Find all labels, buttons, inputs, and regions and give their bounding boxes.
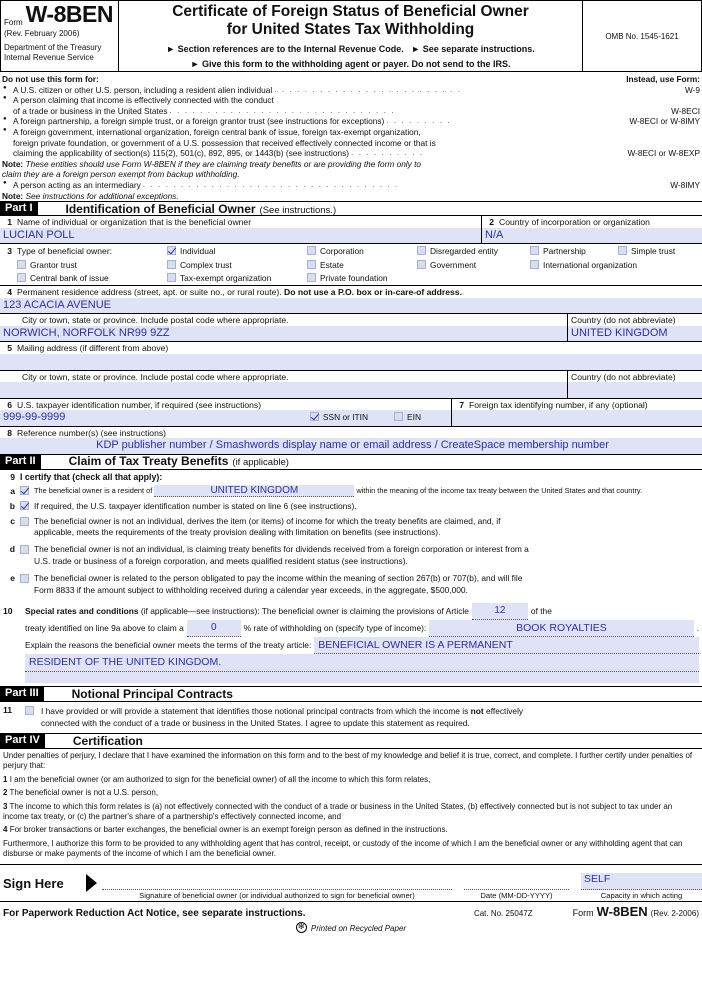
certification-intro [3, 751, 699, 772]
subtitle-text-1: Section references are to the Internal Revenue Code. [177, 43, 404, 54]
do-not-use-section [0, 72, 702, 201]
form-title-block [119, 1, 583, 71]
certification-item-text: The income to which this form relates is (a) not effectively connected with the conduct of a trade or business in the United States, (b) effectively connected but is not subject to tax under an income tax treaty, or (c) the partner's share of a partnership's effectively connected income, and [3, 801, 673, 821]
instead-use-form: W-8IMY [670, 180, 700, 191]
part-1-header [0, 201, 702, 216]
capacity-field-wrap [581, 873, 702, 900]
checkbox-ein[interactable] [394, 411, 421, 425]
checkbox-box-individual[interactable] [167, 246, 176, 255]
part-3-title: Notional Principal Contracts [71, 686, 233, 701]
checkbox-tax-exempt-organization[interactable] [167, 273, 307, 283]
line-6-tin-input[interactable]: 999-99-9999 [3, 410, 66, 423]
line-6-label-wrap [0, 399, 451, 410]
country-label: Country (do not abbreviate) [571, 315, 676, 326]
checkbox-complex-trust[interactable] [167, 260, 307, 270]
capacity-caption: Capacity in which acting [600, 891, 683, 901]
line-3-row-2 [0, 257, 702, 270]
date-caption: Date (MM-DD-YYYY) [480, 891, 553, 901]
department-line-1: Department of the Treasury [4, 43, 102, 52]
checkbox-box-corporation[interactable] [307, 246, 316, 255]
line-11-text-3: connected with the conduct of a trade or business in the United States. I agree to update this statement as required. [41, 717, 470, 728]
leader-dots: . . . . . . . . . . . . . . . . . . . . . . . . . [274, 84, 462, 94]
sign-here-arrow-icon [86, 865, 102, 901]
checkbox-box-private-foundation[interactable] [307, 273, 316, 282]
checkbox-box-complex-trust[interactable] [167, 260, 176, 269]
line-5-number: 5 [7, 343, 12, 354]
line-2-label: Country of incorporation or organization [499, 217, 650, 228]
line-9d-letter: d [9, 544, 15, 555]
certification-body [0, 749, 702, 865]
line-4-address-input[interactable]: 123 ACACIA AVENUE [0, 298, 702, 314]
checkbox-corporation[interactable] [307, 246, 417, 256]
do-not-use-item [2, 85, 700, 96]
recycle-icon [296, 922, 307, 933]
certification-item-number: 1 [3, 774, 8, 784]
part-2-body [0, 470, 702, 687]
line-10-number: 10 [3, 605, 13, 616]
line-9a-country-input[interactable]: UNITED KINGDOM [154, 485, 354, 497]
checkbox-label-tax-exempt-organization: Tax-exempt organization [180, 273, 272, 283]
part-4-title-wrap [45, 735, 143, 747]
checkbox-box-government[interactable] [417, 260, 426, 269]
part-2-title: Claim of Tax Treaty Benefits [68, 454, 229, 469]
line-2-country-input[interactable]: N/A [482, 228, 702, 244]
line-9a-text-before: The beneficial owner is a resident of [34, 486, 153, 496]
part-4-title: Certification [72, 733, 143, 748]
line-5-city-cell [0, 371, 568, 398]
line-3-number: 3 [7, 246, 12, 257]
form-title-line-2: for United States Tax Withholding [226, 20, 475, 38]
part-2-header [0, 455, 702, 470]
certification-item [3, 788, 699, 798]
line-5-address-input[interactable] [0, 354, 702, 370]
line-3-label: Type of beneficial owner: [17, 246, 113, 257]
line-3-row-1 [0, 244, 702, 256]
line-9e-text-1: The beneficial owner is related to the person obligated to pay the income within the meaning of section 267(b) or 707(b), and will file [34, 572, 523, 583]
line-10-rate-input[interactable]: 0 [187, 620, 241, 637]
checkbox-box-estate[interactable] [307, 260, 316, 269]
checkbox-label-central-bank-of-issue: Central bank of issue [30, 273, 109, 283]
line-5-city-country-row [0, 371, 702, 399]
checkbox-box-11[interactable] [25, 706, 34, 715]
line-11-text-bold: not [470, 705, 484, 716]
line-3-row [0, 244, 702, 286]
checkbox-box-central-bank-of-issue[interactable] [17, 273, 26, 282]
form-subtitle-line-2 [119, 58, 582, 71]
checkbox-government[interactable] [417, 260, 530, 270]
leader-dots: . . . . . . . . . . . . . . . . . . . . . . . . . . . . . . . . . . [142, 180, 399, 190]
certification-intro-1: Under penalties of perjury, I declare that I have examined the information on this form and to the best of my knowledge and belief it is true, correct, and complete. I [3, 750, 578, 760]
checkbox-individual[interactable] [167, 246, 307, 256]
checkbox-disregarded-entity[interactable] [417, 246, 530, 256]
checkbox-ssn-or-itin[interactable] [310, 411, 368, 425]
do-not-use-item-text: A foreign government, international organization, foreign central bank of issue, foreign tax-exempt organization, [13, 127, 421, 138]
note-label: Note: [2, 158, 24, 169]
subtitle-text-1b: See separate instructions. [422, 43, 535, 54]
line-10-row-3 [3, 637, 699, 654]
checkbox-box-9e[interactable] [20, 574, 29, 583]
line-11-number: 11 [3, 704, 13, 715]
line-3-row-3 [0, 270, 702, 283]
line-7-number: 7 [459, 399, 464, 410]
line-10-bold-label: Special rates and conditions [25, 606, 139, 617]
checkbox-label-corporation: Corporation [320, 246, 364, 257]
footer-form-word: Form [572, 908, 594, 919]
form-title-line-1: Certificate of Foreign Status of Beneficial Owner [172, 3, 529, 20]
arrow-right-icon: ► [166, 43, 176, 54]
line-10-text-1: (if applicable—see instructions): The beneficial owner is claiming the provisions of Article [140, 606, 469, 617]
checkbox-box-ssn-or-itin[interactable] [310, 412, 319, 421]
line-10-income-type-input[interactable]: BOOK ROYALTIES [429, 620, 693, 637]
checkbox-box-disregarded-entity[interactable] [417, 246, 426, 255]
checkbox-label-partnership: Partnership [543, 246, 586, 257]
checkbox-box-9d[interactable] [20, 545, 29, 554]
certification-item [3, 775, 699, 785]
part-2-badge: Part II [0, 455, 41, 469]
note-label: Note: [2, 190, 24, 201]
arrow-right-icon-3: ► [190, 58, 200, 69]
line-6-cell [0, 399, 452, 426]
checkbox-label-disregarded-entity: Disregarded entity [430, 246, 498, 257]
certification-item-number: 4 [3, 825, 8, 835]
checkbox-international-organization[interactable] [530, 260, 637, 270]
certification-item [3, 802, 699, 823]
signature-field-wrap [102, 873, 452, 900]
line-9e-row [3, 573, 699, 597]
line-2-label-wrap [482, 216, 702, 227]
line-5-row [0, 342, 702, 370]
checkbox-private-foundation[interactable] [307, 273, 417, 283]
do-not-use-item-text: ● A foreign partnership, a foreign simple trust, or a foreign grantor trust (see instructions for exceptions) [13, 116, 385, 127]
line-6-tin-row [0, 410, 451, 426]
line-9d-text-1: The beneficial owner is not an individual, is claiming treaty benefits for dividends received from a foreign corporation or interest from a [34, 544, 529, 555]
line-2-cell [482, 216, 702, 243]
form-number-title: W-8BEN [25, 1, 113, 27]
instead-use-form: W-8ECI [671, 105, 700, 116]
line-4-label: Permanent residence address (street, apt. or suite no., or rural route). [17, 287, 282, 298]
line-8-label: Reference number(s) (see instructions) [17, 427, 167, 438]
line-10-row-4 [3, 654, 699, 671]
form-revision-date: (Rev. February 2006) [4, 29, 80, 38]
do-not-use-item-text: ● A person acting as an intermediary [13, 180, 141, 191]
note-text-line-1: These entities should use Form W-8BEN if they are claiming treaty benefits or are providing the form only to [25, 158, 422, 169]
line-4-country-cell [568, 314, 702, 341]
checkbox-partnership[interactable] [530, 246, 618, 256]
line-4-country-input[interactable]: UNITED KINGDOM [568, 326, 702, 342]
checkbox-simple-trust[interactable] [618, 246, 675, 256]
checkbox-box-9b[interactable] [20, 501, 29, 510]
do-not-use-item-cont [2, 138, 700, 149]
do-not-use-item-text: A person claiming that income is effectively connected with the conduct [13, 95, 274, 106]
line-9c-text-2: applicable, meets the requirements of the treaty provision dealing with limitation on benefits (see instructions). [34, 527, 441, 538]
capacity-input[interactable]: SELF [581, 873, 702, 890]
certification-item-number: 2 [3, 788, 8, 798]
part-4-badge: Part IV [0, 734, 45, 748]
line-10-row-2 [3, 620, 699, 637]
paperwork-notice: For Paperwork Reduction Act Notice, see separate instructions. [3, 908, 306, 920]
line-9e-text-2: Form 8833 if the amount subject to withholding received during a calendar year exceeds, in the aggregate, $500,000. [34, 584, 468, 595]
checkbox-label-private-foundation: Private foundation [320, 273, 388, 283]
footer-revision: (Rev. 2-2006) [650, 909, 699, 919]
do-not-use-heading: Do not use this form for: [2, 74, 99, 84]
line-11-text-1: I have provided or will provide a statement that identifies those notional principal contracts from which the income is [41, 705, 469, 716]
do-not-use-item [2, 127, 700, 138]
line-9c-row [3, 516, 699, 540]
leader-dots: . . . . . . . . . [386, 116, 452, 126]
part-1-title-wrap [38, 203, 337, 216]
line-7-label-wrap [452, 399, 702, 410]
form-footer [0, 902, 702, 919]
line-9d-text-2: U.S. trade or business of a foreign corporation, and meets qualified resident status (see instructions). [34, 555, 408, 566]
part-1-title: Identification of Beneficial Owner [65, 201, 256, 216]
form-header [0, 0, 702, 72]
line-9-number: 9 [10, 471, 15, 482]
line-10-block [3, 603, 699, 682]
signature-block [0, 864, 702, 902]
line-5-country-input[interactable] [568, 382, 702, 398]
do-not-use-item-text: ● A U.S. citizen or other U.S. person, including a resident alien individual [13, 84, 273, 95]
checkbox-label-international-organization: International organization [543, 259, 638, 270]
certification-item-number: 3 [3, 801, 8, 811]
checkbox-box-partnership[interactable] [530, 246, 539, 255]
signature-input[interactable] [102, 873, 452, 890]
checkbox-box-ein[interactable] [394, 412, 403, 421]
checkbox-label-ein: EIN [407, 411, 421, 422]
form-subtitle-line-1 [119, 43, 582, 56]
signature-fields [102, 865, 702, 901]
part-3-badge: Part III [0, 687, 44, 701]
do-not-use-note-2 [2, 191, 700, 202]
country-label: Country (do not abbreviate) [571, 371, 676, 382]
line-1-label-wrap [0, 216, 481, 227]
instead-use-form: W-8ECI or W-8IMY [629, 116, 700, 127]
instead-use-form: W-8ECI or W-8EXP [627, 148, 700, 159]
line-9b-row [3, 501, 699, 511]
do-not-use-item [2, 116, 700, 127]
line-6-number: 6 [7, 399, 12, 410]
do-not-use-item-cont [2, 148, 700, 159]
checkbox-label-simple-trust: Simple trust [631, 246, 676, 257]
line-8-label-wrap [0, 427, 702, 438]
line-9a-text-after: within the meaning of the income tax treaty between the United States and that country. [356, 486, 643, 496]
instead-use-form: W-9 [684, 84, 700, 95]
line-4-city-cell [0, 314, 568, 341]
line-4-label-bold: Do not use a P.O. box or in-care-of address. [284, 287, 462, 298]
line-10-row-1 [3, 603, 699, 620]
line-1-cell [0, 216, 482, 243]
line-1-label: Name of individual or organization that is the beneficial owner [17, 217, 252, 228]
certification-furthermore: Furthermore, I authorize this form to be provided to any withholding agent that has control, receipt, or custody of the income of which I am the beneficial owner or any withholding agent that can disburse or make payments of the income of which I am the beneficial owner. [3, 838, 683, 859]
do-not-use-item-intermediary [2, 180, 700, 191]
omb-number: OMB No. 1545-1621 [605, 31, 679, 41]
part-1-subtitle: (See instructions.) [259, 204, 337, 216]
line-10-article-input[interactable]: 12 [472, 603, 528, 620]
line-4-row [0, 286, 702, 314]
part-2-title-wrap [41, 455, 289, 468]
part-4-header [0, 734, 702, 749]
line-9-header [3, 472, 699, 482]
line-2-number: 2 [489, 217, 494, 228]
note-text-line-2: claim they are a foreign person exempt from backup withholding. [2, 169, 240, 180]
form-word-label: Form [4, 18, 23, 27]
checkbox-estate[interactable] [307, 260, 417, 270]
arrow-right-icon-2: ► [411, 43, 421, 54]
line-4-city-country-row [0, 314, 702, 342]
date-input[interactable] [464, 873, 569, 890]
note-text: See instructions for additional exceptions. [25, 190, 179, 201]
checkbox-label-estate: Estate [320, 259, 344, 270]
checkbox-box-international-organization[interactable] [530, 260, 539, 269]
certification-item-text: The beneficial owner is not a U.S. person, [9, 788, 159, 798]
line-4-number: 4 [7, 287, 12, 298]
checkbox-box-simple-trust[interactable] [618, 246, 627, 255]
checkbox-box-tax-exempt-organization[interactable] [167, 273, 176, 282]
line-5-country-cell [568, 371, 702, 398]
line-6-label: U.S. taxpayer identification number, if required (see instructions) [17, 399, 262, 410]
checkbox-box-9c[interactable] [20, 517, 29, 526]
checkbox-label-complex-trust: Complex trust [180, 259, 232, 270]
checkbox-label-government: Government [430, 259, 477, 270]
recycled-paper-notice [0, 922, 702, 933]
line-9e-letter: e [10, 572, 15, 583]
line-10-reason-input-3[interactable] [25, 672, 699, 683]
line-1-2-row [0, 216, 702, 244]
line-10-text-4: % rate of withholding on (specify type of income): [243, 622, 427, 633]
city-label: City or town, state or province. Include postal code where appropriate. [22, 315, 289, 326]
form-header-left [1, 1, 119, 71]
part-2-subtitle: (if applicable) [232, 457, 289, 469]
checkbox-label-individual: Individual [180, 246, 216, 257]
part-1-badge: Part I [0, 202, 38, 215]
line-9b-text: If required, the U.S. taxpayer identification number is stated on line 6 (see instructions). [34, 500, 357, 511]
line-5-label-wrap [0, 342, 702, 353]
line-9a-row [3, 485, 699, 497]
line-6-7-row [0, 399, 702, 427]
catalog-number: Cat. No. 25047Z [473, 909, 533, 919]
line-5-city-input[interactable] [0, 382, 567, 398]
signature-caption: Signature of beneficial owner (or individual authorized to sign for beneficial owner) [139, 891, 415, 901]
line-9b-letter: b [9, 500, 15, 511]
subtitle-text-2: Give this form to the withholding agent or payer. Do not send to the IRS. [201, 58, 511, 69]
line-8-number: 8 [7, 427, 12, 438]
line-4-city-input[interactable]: NORWICH, NORFOLK NR99 9ZZ [0, 326, 567, 342]
line-9c-letter: c [10, 515, 15, 526]
leader-dots: . . . . . . . . . . . . . . . . . . . . . . . . . . . . . . [169, 105, 396, 115]
part-3-header [0, 687, 702, 702]
certification-item-text: For broker transactions or barter exchanges, the beneficial owner is an exempt foreign person as defined in the instructions. [9, 825, 448, 835]
checkbox-label-grantor-trust: Grantor trust [30, 259, 78, 270]
line-11-text-2: effectively [486, 705, 524, 716]
department-line-2: Internal Revenue Service [4, 53, 94, 62]
line-9a-letter: a [10, 485, 15, 496]
line-7-label: Foreign tax identifying number, if any (optional) [469, 399, 648, 410]
line-1-number: 1 [7, 217, 12, 228]
certification-item [3, 825, 699, 835]
line-10-text-2: of the [530, 606, 552, 617]
do-not-use-item-text: foreign private foundation, or government of a U.S. possession that received effectively connected income or that is [13, 137, 436, 148]
line-10-text-5: Explain the reasons the beneficial owner meets the terms of the treaty article: [25, 640, 312, 651]
city-label: City or town, state or province. Include postal code where appropriate. [22, 371, 289, 382]
line-10-reason-input-1[interactable]: BENEFICIAL OWNER IS A PERMANENT [314, 637, 699, 654]
line-5-label: Mailing address (if different from above) [17, 343, 169, 354]
line-8-reference-input[interactable]: KDP publisher number / Smashwords display name or email address / CreateSpace membership number [0, 438, 702, 454]
part-3-body [0, 702, 702, 734]
instead-use-heading: Instead, use Form: [626, 74, 700, 84]
do-not-use-note-1 [2, 159, 700, 170]
line-9-label: I certify that (check all that apply): [20, 471, 163, 482]
checkbox-label-ssn-or-itin: SSN or ITIN [322, 411, 369, 422]
line-10-text-3: treaty identified on line 9a above to claim a [25, 622, 184, 633]
line-7-cell [452, 399, 702, 426]
checkbox-central-bank-of-issue[interactable] [17, 273, 167, 283]
line-8-row [0, 427, 702, 455]
checkbox-grantor-trust[interactable] [17, 260, 167, 270]
checkbox-box-9a[interactable] [20, 486, 29, 495]
certification-intro-2: further certify under penalties of perjury that: [3, 750, 693, 771]
do-not-use-item-text: claiming the applicability of section(s) 115(2), 501(c), 892, 895, or 1443(b) (see instructions) [13, 148, 350, 159]
line-10-reason-input-2[interactable]: RESIDENT OF THE UNITED KINGDOM. [25, 654, 699, 671]
line-11-row [3, 705, 699, 729]
checkbox-box-grantor-trust[interactable] [17, 260, 26, 269]
do-not-use-item [2, 95, 700, 106]
leader-dots: . . . . . . . . . . [351, 148, 424, 158]
date-field-wrap [464, 873, 569, 900]
line-9c-text-1: The beneficial owner is not an individual, derives the item (or items) of income for which the treaty benefits are claimed, and, if [34, 515, 501, 526]
recycled-paper-text: Printed on Recycled Paper [310, 924, 407, 934]
line-4-label-wrap [0, 286, 702, 297]
sign-here-label: Sign Here [3, 875, 64, 891]
line-9d-row [3, 544, 699, 568]
line-7-ftin-input[interactable] [452, 410, 702, 426]
line-1-name-input[interactable]: LUCIAN POLL [0, 228, 481, 244]
footer-form-number: W-8BEN [596, 904, 648, 920]
do-not-use-item-text: of a trade or business in the United States [13, 105, 168, 116]
do-not-use-item-cont [2, 106, 700, 117]
line-10-period: . [696, 622, 699, 633]
part-3-title-wrap [44, 688, 233, 700]
certification-item-text: I am the beneficial owner (or am authorized to sign for the beneficial owner) of all the income to which this form relates, [9, 774, 431, 784]
